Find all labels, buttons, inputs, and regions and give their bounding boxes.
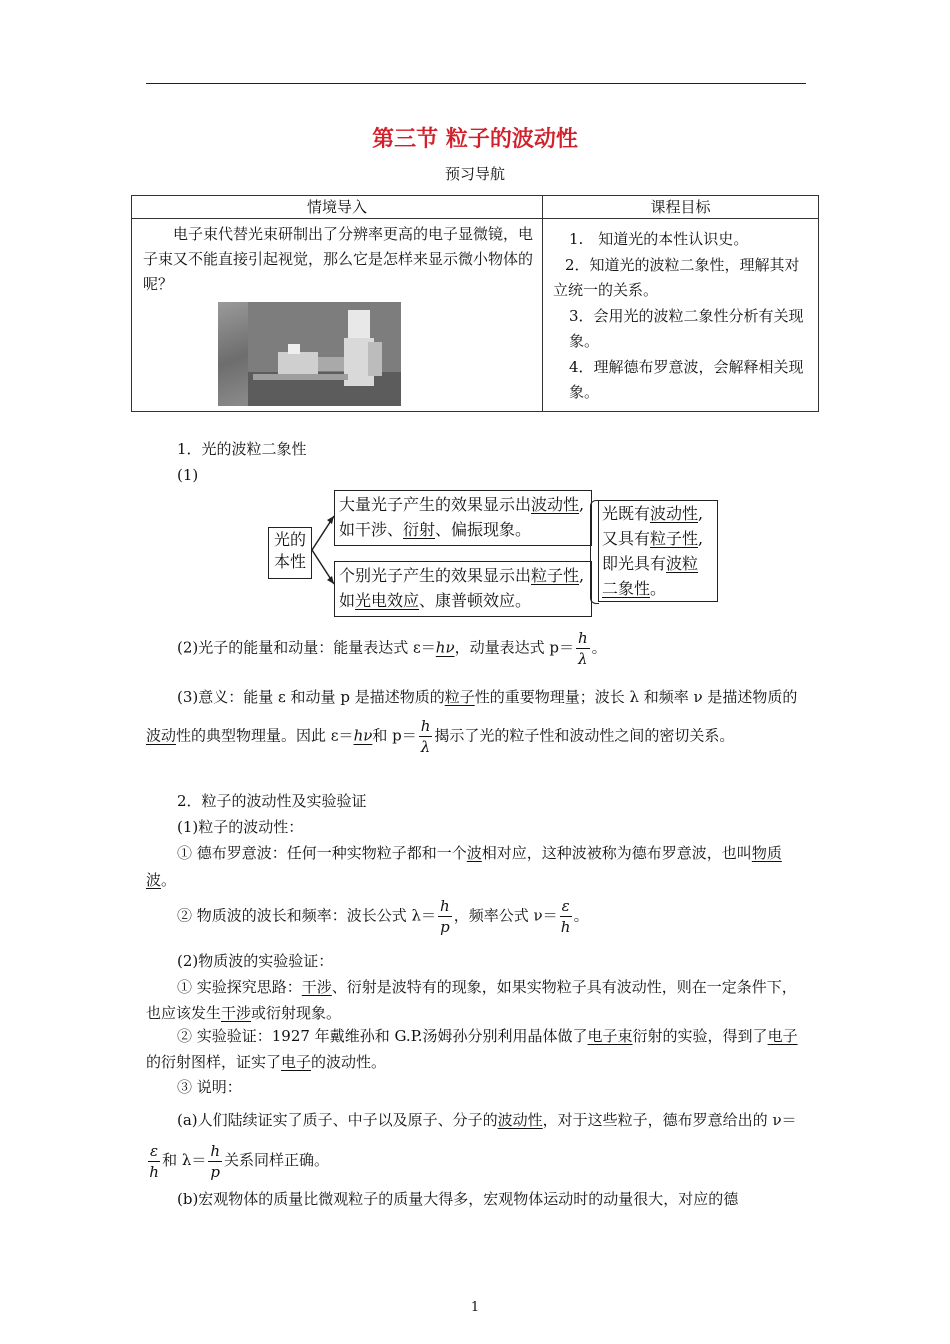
frac-numerator: ε	[561, 897, 570, 915]
exp2-answer-electron-2: 电子	[281, 1053, 312, 1071]
frac-denominator: λ	[420, 738, 431, 756]
right-text-1: 光既有	[602, 504, 651, 523]
electron-microscope-photo	[218, 302, 371, 406]
note-a-wavelength-fraction	[208, 1141, 222, 1182]
exp1-answer-interference-2: 干涉	[221, 1004, 252, 1022]
exp1-answer-interference: 干涉	[301, 978, 332, 996]
page-title: 第三节 粒子的波动性	[372, 126, 578, 152]
item1-answer-matter-wave: 物质波	[146, 844, 782, 889]
sub3-answer-wave: 波动	[146, 726, 177, 745]
section2-sub2: (2)物质波的实验验证：	[177, 952, 334, 970]
sub3-answer-energy: hν	[353, 726, 373, 745]
de-broglie-item	[146, 840, 808, 894]
section2-sub1: (1)粒子的波动性：	[177, 818, 304, 836]
lower-answer-photoelectric: 光电效应	[355, 591, 420, 610]
diagram-right-box	[598, 500, 718, 602]
exp1-text-c: 、衍射是波特有的现象，如果实物粒子具有波动性，则在一定条件下，也应该发生	[146, 978, 797, 1022]
frac-numerator: ε	[150, 1141, 159, 1160]
goal-item: 2．知道光的波粒二象性，理解其对立统一的关系。	[553, 255, 800, 299]
intro-cell	[132, 219, 543, 412]
col-header-intro: 情境导入	[132, 196, 543, 219]
exp2-text-c: 衍射的实验，得到了	[632, 1027, 768, 1045]
sub3-text-a: (3)意义：能量 ε 和动量 p 是描述物质的	[177, 688, 445, 706]
item2-text-b: ，频率公式 ν＝	[453, 906, 558, 925]
right-text-2: ,又具有	[602, 504, 704, 548]
item1-text-a: ① 德布罗意波：任何一种实物粒子都和一个	[177, 844, 467, 862]
note-a	[146, 1100, 808, 1182]
frac-denominator: p	[440, 918, 450, 936]
page-number: 1	[470, 1300, 480, 1315]
goal-item: 3．会用光的波粒二象性分析有关现象。	[569, 306, 804, 350]
item1-answer-wave: 波	[466, 844, 482, 862]
frac-numerator: h	[440, 897, 450, 915]
frac-numerator: h	[210, 1141, 221, 1160]
right-text-3: ,即光具有	[602, 529, 704, 573]
lower-text-1: 个别光子产生的效果显示出	[339, 566, 532, 585]
note-a-text-c: ，对于这些粒子，德布罗意给出的 ν＝	[542, 1111, 797, 1129]
sub2-text-3: 。	[591, 638, 607, 657]
frac-denominator: p	[210, 1162, 220, 1181]
note-a-frequency-fraction	[148, 1141, 160, 1182]
goal-item: 1. 知道光的本性认识史。	[569, 230, 749, 248]
diagram-upper-box	[334, 490, 592, 546]
frac-numerator: h	[420, 717, 431, 735]
item2-text-c: 。	[573, 906, 589, 925]
right-answer-particle: 粒子性	[650, 529, 699, 548]
exp2-answer-electron-beam: 电子束	[587, 1027, 633, 1045]
upper-text-1: 大量光子产生的效果显示出	[339, 495, 532, 514]
goal-item: 4．理解德布罗意波，会解释相关现象。	[569, 357, 804, 401]
diagram-lower-box	[334, 561, 592, 617]
experiment-idea	[146, 974, 808, 1026]
note-b: (b)宏观物体的质量比微观粒子的质量大得多，宏观物体运动时的动量很大，对应的德	[177, 1190, 739, 1208]
sub2-text-1: (2)光子的能量和动量：能量表达式 ε＝	[177, 638, 436, 657]
sub3-text-c: 性的重要物理量；波长 λ 和频率 ν 是描述物质的	[474, 688, 798, 706]
note-a-text-e: 关系同样正确。	[224, 1151, 330, 1169]
sub2-answer-energy: hν	[435, 638, 455, 657]
diagram-root-label: 光的本性	[273, 530, 306, 571]
exp1-text-e: 或衍射现象。	[251, 1004, 342, 1022]
page-subtitle: 预习导航	[444, 165, 505, 183]
exp2-text-e: 的衍射图样，证实了	[146, 1053, 282, 1071]
frac-denominator: h	[560, 918, 571, 936]
frac-denominator: λ	[578, 650, 588, 668]
section1-sub2	[177, 628, 817, 669]
section1-sub3	[146, 678, 808, 757]
right-answer-wave: 波动性	[650, 504, 699, 523]
section1-heading: 1．光的波粒二象性	[177, 440, 307, 458]
preview-table	[131, 195, 819, 412]
sub3-text-g: 和 p＝	[372, 726, 417, 745]
intro-text: 电子束代替光束研制出了分辨率更高的电子显微镜，电子束又不能直接引起视觉，那么它是怎样来显示微小物体的呢？	[143, 225, 534, 293]
section2-heading: 2．粒子的波动性及实验验证	[177, 792, 367, 810]
frac-denominator: h	[149, 1162, 159, 1181]
exp2-text-a: ② 实验验证：1927 年戴维孙和 G.P.汤姆孙分别利用晶体做了	[177, 1027, 588, 1045]
lower-answer-particle: 粒子性	[531, 566, 580, 585]
top-rule	[146, 83, 806, 84]
sub3-text-e: 性的典型物理量。因此 ε＝	[176, 726, 354, 745]
upper-text-3: 、偏振现象。	[435, 520, 532, 539]
frequency-fraction	[560, 896, 572, 937]
upper-answer-wave: 波动性	[531, 495, 580, 514]
experiment-verification	[146, 1023, 808, 1075]
note-a-answer-wave: 波动性	[497, 1111, 543, 1129]
right-text-4: 。	[650, 579, 667, 598]
right-answer-duality: 波粒二象性	[602, 554, 699, 598]
note-a-text-a: (a)人们陆续证实了质子、中子以及原子、分子的	[177, 1111, 498, 1129]
item1-text-e: 。	[161, 871, 177, 889]
col-header-goals: 课程目标	[543, 196, 819, 219]
sub3-fraction	[419, 716, 433, 757]
momentum-fraction	[576, 628, 590, 669]
wavelength-fraction	[438, 896, 452, 937]
exp2-text-g: 的波动性。	[311, 1053, 387, 1071]
sub3-text-h: 揭示了光的粒子性和波动性之间的密切关系。	[434, 726, 735, 745]
sub2-text-2: ，动量表达式 p＝	[454, 638, 574, 657]
sub3-answer-particle: 粒子	[444, 688, 475, 706]
diagram-root-box	[268, 527, 312, 579]
exp2-answer-electron: 电子	[767, 1027, 798, 1045]
upper-text-2: ,如干涉、	[339, 495, 585, 539]
lower-text-2: ,如	[339, 566, 585, 610]
section1-sub1: (1)	[177, 466, 199, 484]
item1-text-c: 相对应，这种波被称为德布罗意波，也叫	[481, 844, 752, 862]
frac-numerator: h	[577, 629, 588, 647]
lower-text-3: 、康普顿效应。	[419, 591, 532, 610]
note-a-text-d: 和 λ＝	[162, 1151, 207, 1169]
wavelength-frequency-item	[177, 896, 817, 937]
upper-answer-diffraction: 衍射	[403, 520, 436, 539]
item2-text-a: ② 物质波的波长和频率：波长公式 λ＝	[177, 906, 437, 925]
goals-cell	[543, 219, 819, 412]
explanation-label: ③ 说明：	[177, 1078, 242, 1096]
exp1-text-a: ① 实验探究思路：	[177, 978, 302, 996]
